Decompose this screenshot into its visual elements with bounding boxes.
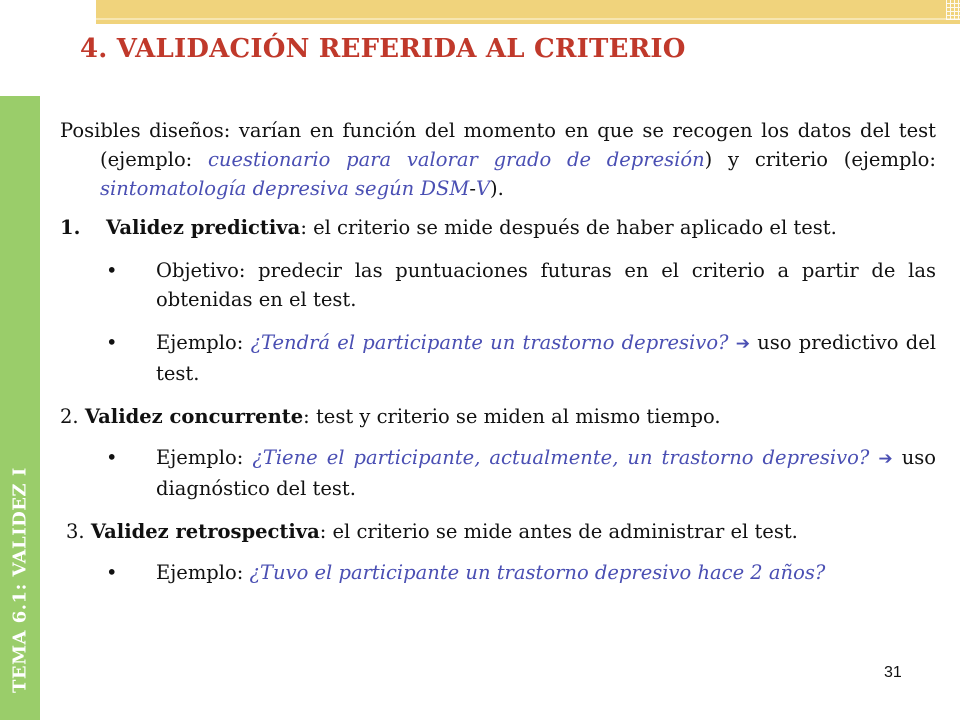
item-concurrent-validity <box>60 402 936 431</box>
item-retrospective-validity <box>60 517 936 546</box>
page-number: 31 <box>884 664 902 681</box>
item-3-description: : el criterio se mide antes de administrar el test. <box>319 520 798 543</box>
intro-example-test: cuestionario para valorar grado de depresión <box>208 148 705 171</box>
item-3-heading: Validez retrospectiva <box>90 520 320 543</box>
bullet-objective <box>106 256 936 314</box>
side-label: TEMA 6.1: VALIDEZ I <box>9 467 31 693</box>
example-question: ¿Tendrá el participante un trastorno depresivo? <box>250 331 729 354</box>
intro-version: V <box>475 177 491 200</box>
intro-paragraph <box>60 116 936 203</box>
slide-content <box>60 116 936 601</box>
example-question: ¿Tuvo el participante un trastorno depresivo hace 2 años? <box>249 561 826 584</box>
top-bar-stripe <box>96 18 960 20</box>
intro-dash: - <box>469 177 476 200</box>
item-1-text <box>106 213 936 242</box>
example-tail: uso diagnóstico del test. <box>156 446 936 500</box>
side-bar <box>0 96 40 720</box>
example-lead: Ejemplo: <box>156 446 253 469</box>
bullet-example-retrospective <box>106 558 936 587</box>
item-number-2: 2. <box>60 405 85 428</box>
item-2-description: : test y criterio se miden al mismo tiempo. <box>303 405 721 428</box>
example-lead: Ejemplo: <box>156 331 251 354</box>
intro-text-2: ) y criterio (ejemplo: <box>704 148 936 171</box>
bullet-example-predictive <box>106 328 936 388</box>
example-question: ¿Tiene el participante, actualmente, un trastorno depresivo? <box>252 446 870 469</box>
item-predictive-validity <box>60 213 936 242</box>
intro-example-criterion: sintomatología depresiva según DSM <box>100 177 470 200</box>
bullet-glyph: • <box>106 259 118 282</box>
item-1-heading: Validez predictiva <box>106 216 301 239</box>
bullet-glyph: • <box>106 561 118 584</box>
top-decorative-bar <box>96 0 960 24</box>
intro-text-1: Posibles diseños: varían en función del momento en que se recogen los datos del test (ejemplo: <box>60 119 936 171</box>
bullet-example-predictive-text <box>156 328 936 388</box>
example-tail: uso predictivo del test. <box>156 331 937 385</box>
item-number-1: 1. <box>60 216 81 239</box>
arrow-right-icon: ➔ <box>735 334 750 354</box>
bullet-example-retrospective-text <box>156 558 936 587</box>
item-1-description: : el criterio se mide después de haber aplicado el test. <box>300 216 837 239</box>
item-2-heading: Validez concurrente <box>84 405 304 428</box>
corner-grid-pattern <box>946 0 960 20</box>
bullet-example-concurrent <box>106 443 936 503</box>
example-lead: Ejemplo: <box>156 561 250 584</box>
bullet-example-concurrent-text <box>156 443 936 503</box>
bullet-glyph: • <box>106 331 118 354</box>
arrow-right-icon: ➔ <box>878 449 893 469</box>
bullet-objective-text: Objetivo: predecir las puntuaciones futuras en el criterio a partir de las obtenidas en el test. <box>156 259 936 311</box>
bullet-glyph: • <box>106 446 118 469</box>
slide-title: 4. VALIDACIÓN REFERIDA AL CRITERIO <box>80 34 686 64</box>
item-number-3: 3. <box>66 520 91 543</box>
intro-text-4: ). <box>490 177 504 200</box>
